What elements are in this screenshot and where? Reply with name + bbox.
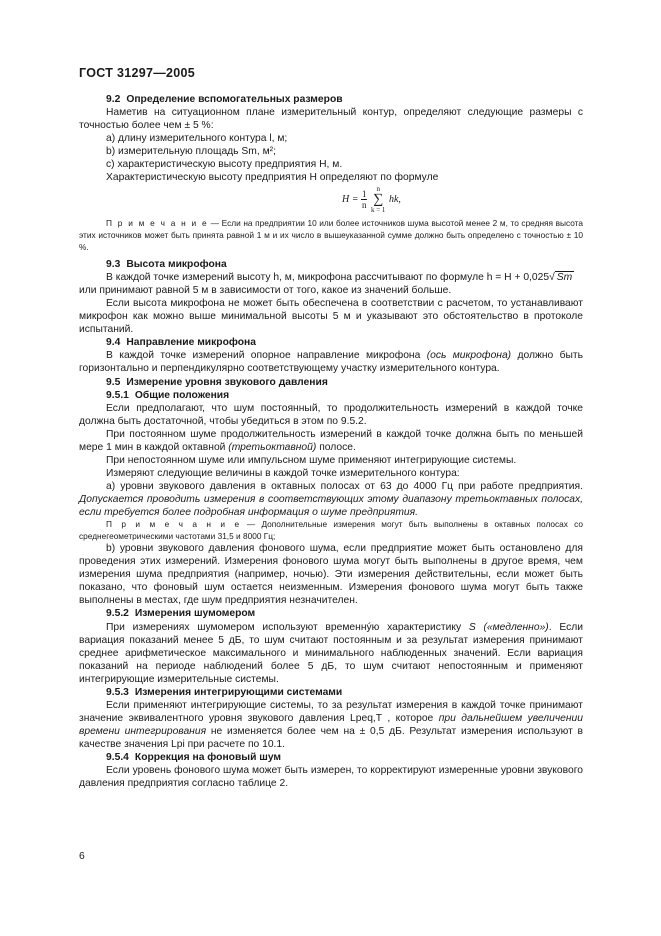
- section-title: Измерение уровня звукового давления: [126, 376, 328, 388]
- section-9-5-4-heading: [79, 751, 583, 764]
- text-run: должно быть горизонтально и перпендикулярно соответствующему участку измерительного контура.: [79, 350, 583, 375]
- paragraph: [79, 621, 583, 686]
- italic-run: Допускается проводить измерения в соответствующих этому диапазону третьоктавных полосах, если требуется более подробная информация о шуме предприятия.: [79, 493, 583, 518]
- section-number: 9.5.3: [106, 686, 129, 698]
- note-text: — Если на предприятии 10 или более источников шума высотой менее 2 м, то средняя высота этих источников может быть принята равной 1 м и их число в вышеуказанной сумме должно быть определено с точностью ± 10 %.: [79, 218, 583, 252]
- note: [79, 519, 583, 542]
- text-run: При постоянном шуме продолжительность измерений в каждой точке должна быть по меньшей мере 1 мин в каждой октавной: [79, 428, 583, 453]
- paragraph: При непостоянном шуме или импульсном шуме применяют интегрирующие системы.: [106, 454, 517, 466]
- section-title: Направление микрофона: [126, 337, 256, 349]
- section-9-4-heading: [79, 336, 583, 349]
- page-number: 6: [79, 851, 85, 862]
- section-title: Общие положения: [134, 389, 230, 401]
- text-run: При измерениях шумомером используют временнýю характеристику: [106, 621, 469, 633]
- section-number: 9.5.4: [106, 751, 129, 763]
- section-title: Высота микрофона: [126, 259, 227, 271]
- text-run: a) уровни звукового давления в октавных полосах от 63 до 4000 Гц при работе предприятия.: [106, 480, 583, 492]
- formula-lhs: H =: [342, 194, 359, 206]
- formula-term: hk,: [388, 194, 401, 206]
- fraction-denominator: n: [361, 200, 367, 211]
- note-label: П р и м е ч а н и е: [106, 519, 241, 530]
- text-run: В каждой точке измерений высоту h, м, микрофона рассчитывают по формуле h = H + 0,025: [106, 272, 550, 284]
- sum-lower: k = 1: [370, 206, 386, 215]
- height-formula: [79, 184, 583, 218]
- fraction-numerator: 1: [361, 189, 367, 200]
- section-number: 9.5: [106, 376, 121, 388]
- paragraph: В каждой точке измерений высоту h, м, микрофона рассчитывают по формуле h = H + 0,025√ Sm: [106, 272, 573, 284]
- note-text: — Дополнительные измерения могут быть выполнены в октавных полосах со среднегеометрическими частотами 31,5 и 8000 Гц;: [79, 519, 584, 541]
- document-header: ГОСТ 31297—2005: [79, 66, 196, 80]
- section-9-5-3-heading: [79, 686, 583, 699]
- section-number: 9.4: [106, 337, 121, 349]
- section-title: Измерения шумомером: [134, 608, 256, 620]
- list-item: a) длину измерительного контура l, м;: [106, 133, 288, 145]
- list-item: b) измерительную площадь Sm, м²;: [106, 146, 276, 158]
- paragraph: или принимают равной 5 м в зависимости от того, какое из значений больше.: [79, 285, 452, 297]
- section-number: 9.3: [106, 259, 121, 271]
- text-run: . Если вариация показаний менее 5 дБ, то шум считают постоянным и за результат измерения принимают среднее арифметическое максимального и минимального наблюденных значений. Если вариация показаний на периоде наблюдений более 5 дБ, то шум считают непостоянным и применяют интегрирующие измерительные системы.: [79, 621, 583, 685]
- section-9-5-1-heading: [79, 389, 583, 402]
- text-run: Если применяют интегрирующие системы, то за результат измерения в каждой точке принимают значение эквивалентного уровня звукового давления Lpeq,T , которое: [79, 699, 583, 724]
- paragraph: Характеристическую высоту предприятия H определяют по формуле: [106, 172, 439, 184]
- list-item: b) уровни звукового давления фонового шума, если предприятие может быть остановлено для проведения этих измерений. Измерения фонового шума могут быть выполнены в другое время, чем измерения шума предприятия (например, ночью). Эти измерения действительны, если может быть показано, что фоновый шум остается неизменным. Измерения фонового шума могут быть также выполнены в местах, где шум предприятия незначителен.: [79, 543, 583, 607]
- italic-run: (ось микрофона): [426, 350, 512, 362]
- document-body: [79, 93, 583, 790]
- italic-run: (третьоктавной): [228, 441, 317, 453]
- section-title: Определение вспомогательных размеров: [126, 94, 343, 105]
- note: [79, 218, 583, 253]
- paragraph: Наметив на ситуационном плане измерительный контур, определяют следующие размеры с точностью более чем ± 5 %:: [79, 107, 583, 132]
- section-9-3-heading: [79, 258, 583, 271]
- italic-run: S («медленно»): [468, 621, 549, 633]
- text-run: не изменяется более чем на ± 0,5 дБ. Результат измерения используют в качестве значения Lpi при расчете по 10.1.: [79, 725, 584, 750]
- list-item: c) характеристическую высоту предприятия H, м.: [106, 159, 343, 171]
- section-number: 9.5.1: [106, 389, 129, 401]
- section-9-5-heading: [79, 376, 583, 389]
- formula-fraction: [361, 189, 368, 210]
- section-title: Коррекция на фоновый шум: [134, 751, 282, 763]
- list-item: [79, 480, 583, 519]
- paragraph: Если высота микрофона не может быть обеспечена в соответствии с расчетом, то устанавливают микрофон как можно выше минимальной высоты 5 м и указывают это обстоятельство в протоколе испытаний.: [79, 298, 583, 336]
- paragraph: [79, 428, 583, 454]
- sum-symbol: n ∑ k = 1: [370, 185, 386, 215]
- italic-run: при дальнейшем увеличении времени интегрирования: [79, 712, 584, 737]
- section-9-2-heading: [79, 93, 583, 106]
- paragraph: [79, 349, 583, 375]
- sqrt-term: Sm: [556, 272, 573, 284]
- sum-upper: n: [376, 185, 380, 194]
- text-run: полосе.: [316, 441, 356, 453]
- section-number: 9.5.2: [106, 608, 129, 620]
- note-label: П р и м е ч а н и е: [106, 218, 209, 229]
- paragraph: [79, 699, 583, 751]
- section-number: 9.2: [106, 94, 121, 105]
- paragraph: Если уровень фонового шума может быть измерен, то корректируют измеренные уровни звукового давления предприятия согласно таблице 2.: [79, 765, 583, 790]
- paragraph: Если предполагают, что шум постоянный, то продолжительность измерений в каждой точке должна быть достаточной, чтобы убедиться в этом по 9.5.2.: [79, 402, 583, 427]
- section-title: Измерения интегрирующими системами: [134, 686, 343, 698]
- text-run: В каждой точке измерений опорное направление микрофона: [106, 350, 427, 362]
- section-9-5-2-heading: [79, 607, 583, 620]
- paragraph: Измеряют следующие величины в каждой точке измерительного контура:: [106, 467, 460, 479]
